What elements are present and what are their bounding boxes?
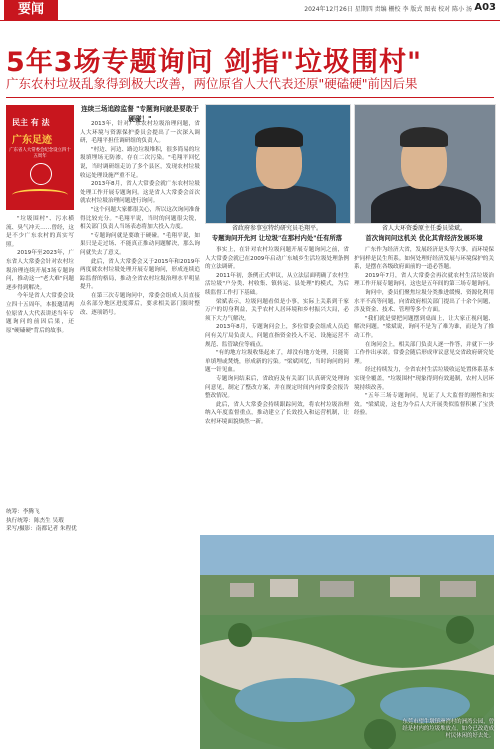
logo-line2: 广东足迹 bbox=[12, 135, 52, 146]
park-illustration bbox=[200, 535, 494, 749]
credit-reporter: 采写/摄影：南都记者 朱程优 bbox=[6, 526, 77, 533]
headline: 5年3场专题询问 剑指"垃圾围村" bbox=[6, 47, 423, 78]
emblem-icon bbox=[30, 163, 52, 185]
column-1 bbox=[6, 215, 74, 477]
subheadline: 广东农村垃圾乱象得到极大改善，两位原省人大代表还原"硬磕硬"前因后果 bbox=[6, 76, 418, 91]
top-bar bbox=[0, 0, 500, 21]
paragraph: 2019年至2023年，广东省人大常委会针对农村垃圾治理连续开展3场专题询问，推动这一"老大难"问题逐步得到解决。 bbox=[6, 250, 74, 291]
paragraph: 经过持续发力，全省农村生活垃圾收运处置体系基本实现全覆盖，"垃圾围村"现象得到有效遏制，农村人居环境持续改善。 bbox=[354, 367, 494, 391]
paragraph: 2011年初，条例正式审议，从立法层面明确了农村生活垃圾"户分类、村收集、镇转运、县处理"的模式，为后续监督工作打下基础。 bbox=[205, 272, 349, 296]
paragraph: "五年三场专题询问，见证了人大监督的刚性和实效。"梁斌说，这也为今后人大开展类似监督积累了宝贵经验。 bbox=[354, 393, 494, 417]
paragraph: "这个问题大家都很关心，所以这次询问准备得比较充分。"毛翔平说，当时的问题很尖锐，相关部门负责人当场表态将加大投入力度。 bbox=[80, 206, 200, 231]
column-2-title: 连续三场追踪监督 "专题询问就是要敢于硬碰！" bbox=[81, 105, 199, 123]
page-number: A03 bbox=[474, 2, 496, 13]
credit-planner: 统筹：李腾飞 bbox=[6, 509, 40, 515]
paragraph: 在第三次专题询问中，常委会组成人员直接点名部分地区进度滞后，要求相关部门限时整改、逐项销号。 bbox=[80, 292, 200, 317]
credits bbox=[6, 508, 77, 534]
column-3-title: 专题询问开先河 让垃圾"在那村内处"任有所落 bbox=[211, 234, 343, 242]
village-park-photo bbox=[200, 535, 494, 749]
headline-rule bbox=[6, 97, 494, 98]
portrait-photo-2 bbox=[354, 104, 496, 224]
paragraph: 2013年8月，省人大常委会就广东农村垃圾处理工作开展专题询问。这是省人大常委会首次就农村垃圾治理问题进行询问。 bbox=[80, 181, 200, 205]
dateline: 2024年12月26日 星期四 责编 栅校 李 版式 图表 校对 陈小 汤 bbox=[304, 6, 472, 13]
paragraph: "有的地方垃圾收集起来了，却没有地方处理，只能简单填埋或焚烧，形成新的污染。"梁斌回忆，当时询问的问题一针见血。 bbox=[205, 350, 349, 374]
paragraph: 广东作为经济大省，发展经济是头等大事，而环境保护同样是民生所系。如何处理好经济发展与环境保护的关系，是摆在各级政府面前的一道必答题。 bbox=[354, 247, 494, 271]
paragraph: 询问中，委员们聚焦垃圾分类推进缓慢、资源化利用水平不高等问题，向省政府相关部门提出了十余个问题，涉及资金、技术、管理等多个方面。 bbox=[354, 289, 494, 314]
section-tag: 要闻 bbox=[4, 0, 58, 20]
portrait-photo-1 bbox=[205, 104, 351, 224]
column-4-title: 首次询问问这机关 优化其背经济发展环境 bbox=[365, 234, 483, 242]
paragraph: 2019年7月，省人大常委会再次就农村生活垃圾治理工作开展专题询问，这也是五年间的第三场专题询问。 bbox=[354, 272, 494, 288]
paragraph: "村边、河边、路边垃圾堆积，很多简易的垃圾填埋场无防渗，存在二次污染。"毛翔平回忆说，当时调研组走访了多个县区，发现农村垃圾收运处理设施严重不足。 bbox=[80, 146, 200, 179]
paragraph: 此后，省人大常委会持续跟踪问效，将农村垃圾治理纳入年度监督重点，推动建立了长效投入和运营机制，让农村环境面貌焕然一新。 bbox=[205, 401, 349, 425]
paragraph: 2013年，针对广东农村垃圾治理问题，省人大环境与资源保护委员会提出了一次深入调研，毛翔平担任调研组的负责人。 bbox=[80, 121, 200, 145]
paragraph: 此后，省人大常委会又于2015年和2019年两度就农村垃圾处理开展专题询问，形成连续追踪监督的格局，推动全省农村垃圾治理水平明显提升。 bbox=[80, 258, 200, 291]
photo-2-caption: 省人大环资委原主任委员梁斌。 bbox=[381, 225, 466, 232]
paragraph: 今年是省人大常委会设立四十五周年，本报邀请两位原省人大代表讲述当年专题询问的前因后果，还原"硬磕硬"背后的故事。 bbox=[6, 293, 74, 334]
series-logo bbox=[6, 105, 74, 210]
photo-1-caption: 省政府参事室特约研究员毛翔平。 bbox=[231, 225, 322, 232]
credit-editor: 执行统筹：陈杰生 吴瑕 bbox=[6, 517, 64, 524]
paragraph: "专题询问就是要敢于硬碰。"毛翔平说，如果只是走过场、不能真正推动问题解决，那么询问就失去了意义。 bbox=[80, 232, 200, 256]
paragraph: "垃圾围村"、污水横流、臭气冲天……曾经，这是不少广东农村的真实写照。 bbox=[6, 216, 74, 248]
paragraph: 在询问会上，相关部门负责人逐一作答，并就下一步工作作出承诺。常委会随后形成审议意见交省政府研究处理。 bbox=[354, 341, 494, 365]
photo-caption: 东莞市望牛墩镇洲湾村的洲湾公园，曾经是村内的垃圾堆放点，如今已改造成村民休闲的好去处。 bbox=[402, 719, 494, 740]
paragraph: 事实上，在针对农村垃圾问题开展专题询问之前，省人大常委会就已在2009年启动广东城乡生活垃圾处理条例的立法调研。 bbox=[205, 247, 349, 271]
wave-icon bbox=[12, 189, 68, 201]
paragraph: 专题询问结束后，省政府及有关部门认真研究处理询问意见，制定了整改方案，并在规定时间内向常委会报告整改情况。 bbox=[205, 375, 349, 400]
column-2 bbox=[80, 120, 200, 700]
paragraph: "我们就是要把问题摆到桌面上，让大家正视问题、解决问题。"梁斌说，询问不是为了难为谁，而是为了推动工作。 bbox=[354, 315, 494, 339]
logo-line1: 民主 有 法 bbox=[12, 118, 50, 127]
logo-line3: 广东省人大常委会纪念设立四十五周年 bbox=[9, 148, 71, 159]
paragraph: 梁斌表示，垃圾问题看似是小事，实际上关系到千家万户的切身利益，关乎农村人居环境和乡村振兴大局，必须下大力气解决。 bbox=[205, 298, 349, 322]
paragraph: 2013年8月，专题询问会上，多位常委会组成人员追问有关厅局负责人，问题直指资金投入不足、设施运营不规范、监管缺位等痛点。 bbox=[205, 324, 349, 348]
